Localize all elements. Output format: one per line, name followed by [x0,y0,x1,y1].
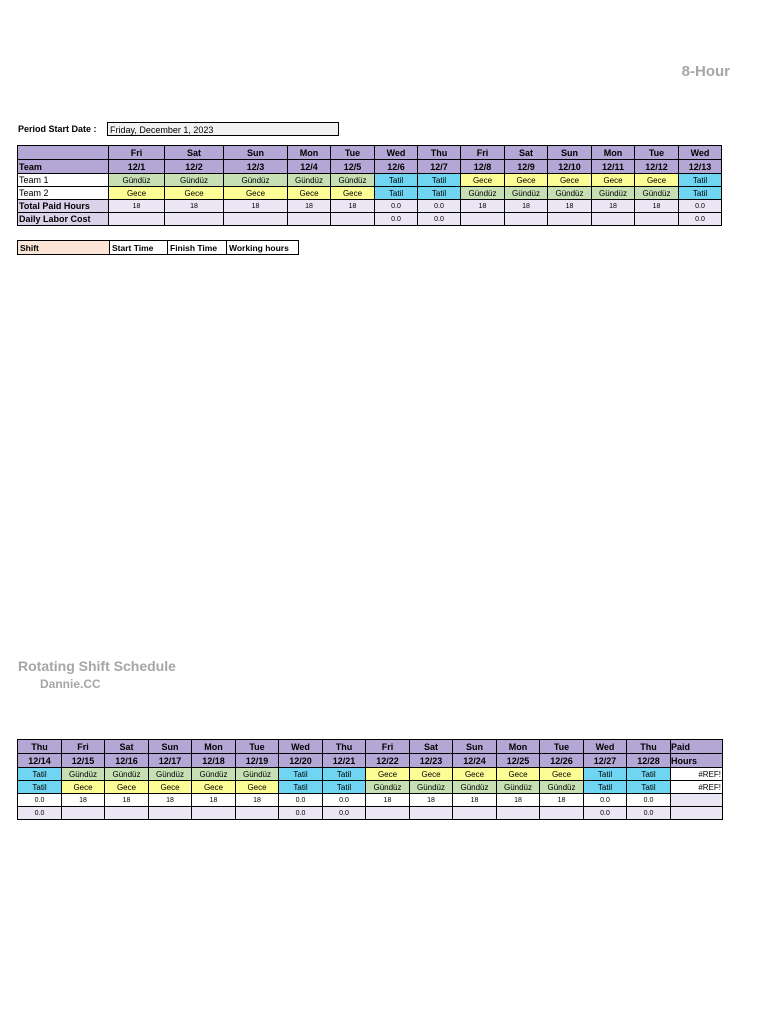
team-row [18,768,723,781]
labor-cost-cell[interactable] [635,213,679,226]
date-header[interactable]: 12/2 [165,160,224,174]
day-header[interactable]: Fri [109,146,165,160]
paid-hours-cell[interactable]: 18 [165,200,224,213]
shift-cell[interactable]: Gündüz [548,187,592,200]
date-header[interactable]: 12/6 [375,160,418,174]
date-header[interactable]: 12/13 [679,160,722,174]
day-header[interactable]: Wed [279,740,323,754]
paid-hours-cell[interactable]: 18 [192,794,236,807]
labor-cost-cell[interactable] [497,807,540,820]
shift-cell[interactable]: Gündüz [410,781,453,794]
day-header[interactable]: Wed [375,146,418,160]
date-header[interactable]: 12/22 [366,754,410,768]
date-header[interactable]: 12/11 [592,160,635,174]
labor-cost-cell[interactable] [505,213,548,226]
day-header[interactable]: Mon [592,146,635,160]
paid-hours-cell[interactable]: 18 [366,794,410,807]
paid-hours-cell[interactable]: #REF! [671,768,723,781]
paid-hours-cell[interactable]: 18 [224,200,288,213]
start-time-header[interactable]: Start Time [110,241,168,255]
paid-hours-cell[interactable]: 18 [497,794,540,807]
shift-cell[interactable]: Gündüz [224,174,288,187]
day-header[interactable]: Sat [410,740,453,754]
labor-cost-cell[interactable] [548,213,592,226]
shift-header[interactable]: Shift [18,241,110,255]
day-header[interactable]: Fri [62,740,105,754]
date-header[interactable]: 12/15 [62,754,105,768]
shift-cell[interactable]: Tatil [679,174,722,187]
date-header[interactable]: 12/18 [192,754,236,768]
shift-cell[interactable]: Gece [497,768,540,781]
date-header-row [18,160,722,174]
shift-cell[interactable]: Gece [165,187,224,200]
shift-cell[interactable]: Tatil [679,187,722,200]
shift-cell[interactable]: Gece [105,781,149,794]
working-hours-header[interactable]: Working hours [227,241,299,255]
shift-cell[interactable]: Gece [192,781,236,794]
day-header[interactable]: Tue [331,146,375,160]
paid-hours-cell[interactable]: 0.0 [18,794,62,807]
paid-hours-header[interactable]: Paid [671,740,723,754]
labor-cost-cell[interactable] [62,807,105,820]
day-header[interactable]: Mon [497,740,540,754]
date-header[interactable]: 12/5 [331,160,375,174]
day-header[interactable]: Mon [288,146,331,160]
shift-cell[interactable]: Tatil [627,768,671,781]
shift-cell[interactable]: Gece [288,187,331,200]
date-header[interactable]: 12/28 [627,754,671,768]
paid-hours-cell[interactable]: 18 [109,200,165,213]
shift-cell[interactable]: Gündüz [109,174,165,187]
team-header[interactable]: Team [18,160,109,174]
labor-cost-cell[interactable]: 0.0 [679,213,722,226]
date-header[interactable]: 12/8 [461,160,505,174]
labor-cost-cell[interactable] [331,213,375,226]
day-header[interactable]: Sun [224,146,288,160]
team-row [18,781,723,794]
total-paid-row [18,794,723,807]
shift-cell[interactable]: Tatil [18,768,62,781]
labor-cost-cell[interactable] [105,807,149,820]
date-header[interactable]: 12/16 [105,754,149,768]
shift-cell[interactable]: Gece [236,781,279,794]
paid-hours-cell[interactable]: 18 [105,794,149,807]
team-label[interactable]: Team 1 [18,174,109,187]
shift-cell[interactable]: Gündüz [149,768,192,781]
shift-cell[interactable]: Gündüz [62,768,105,781]
date-header[interactable]: 12/25 [497,754,540,768]
labor-cost-cell[interactable]: 0.0 [627,807,671,820]
paid-hours-cell[interactable]: 18 [236,794,279,807]
paid-hours-cell[interactable]: #REF! [671,781,723,794]
shift-cell[interactable]: Gündüz [461,187,505,200]
day-header[interactable]: Fri [461,146,505,160]
shift-cell[interactable]: Gündüz [236,768,279,781]
labor-cost-cell[interactable] [461,213,505,226]
paid-hours-cell[interactable]: 18 [149,794,192,807]
shift-cell[interactable]: Tatil [418,174,461,187]
day-header[interactable]: Sun [548,146,592,160]
sheet-title: 8-Hour [681,63,730,80]
shift-cell[interactable]: Gece [548,174,592,187]
labor-cost-cell[interactable]: 0.0 [584,807,627,820]
shift-cell[interactable]: Gece [505,174,548,187]
shift-cell[interactable]: Gündüz [366,781,410,794]
shift-table [17,240,299,255]
labor-cost-cell[interactable]: 0.0 [418,213,461,226]
date-header[interactable]: 12/23 [410,754,453,768]
labor-cost-label[interactable]: Daily Labor Cost [18,213,109,226]
rotating-subtitle: Dannie.CC [40,677,101,691]
shift-cell[interactable]: Gündüz [505,187,548,200]
paid-hours-cell[interactable]: 18 [592,200,635,213]
labor-cost-cell[interactable] [165,213,224,226]
paid-hours-cell[interactable]: 0.0 [627,794,671,807]
shift-cell[interactable]: Gece [109,187,165,200]
schedule-table-2 [17,739,723,820]
shift-cell[interactable]: Gündüz [331,174,375,187]
date-header[interactable]: 12/12 [635,160,679,174]
day-header[interactable]: Sat [505,146,548,160]
rotating-title: Rotating Shift Schedule [18,658,176,674]
day-header[interactable]: Fri [366,740,410,754]
day-header[interactable]: Tue [635,146,679,160]
date-header[interactable]: 12/9 [505,160,548,174]
labor-cost-cell[interactable] [192,807,236,820]
shift-cell[interactable]: Gündüz [453,781,497,794]
shift-cell[interactable]: Tatil [279,768,323,781]
labor-cost-cell[interactable] [410,807,453,820]
empty-cell[interactable] [671,807,723,820]
labor-cost-cell[interactable] [109,213,165,226]
date-header-row [18,754,723,768]
date-header[interactable]: 12/14 [18,754,62,768]
day-header[interactable]: Mon [192,740,236,754]
shift-cell[interactable]: Gece [540,768,584,781]
labor-cost-cell[interactable]: 0.0 [375,213,418,226]
labor-cost-cell[interactable]: 0.0 [279,807,323,820]
paid-hours-cell[interactable]: 18 [635,200,679,213]
labor-cost-cell[interactable] [453,807,497,820]
day-header[interactable]: Wed [679,146,722,160]
paid-hours-cell[interactable]: 18 [331,200,375,213]
shift-header-row [18,241,299,255]
shift-cell[interactable]: Gündüz [165,174,224,187]
shift-cell[interactable]: Gece [149,781,192,794]
date-header[interactable]: 12/24 [453,754,497,768]
date-header[interactable]: 12/26 [540,754,584,768]
empty-cell[interactable] [671,794,723,807]
day-header[interactable]: Sun [149,740,192,754]
paid-hours-cell[interactable]: 18 [62,794,105,807]
paid-hours-cell[interactable]: 18 [410,794,453,807]
period-start-label: Period Start Date : [18,124,97,134]
labor-cost-cell[interactable]: 0.0 [323,807,366,820]
shift-cell[interactable]: Gündüz [192,768,236,781]
labor-cost-row [18,213,722,226]
date-header[interactable]: 12/7 [418,160,461,174]
day-header[interactable]: Sat [165,146,224,160]
paid-hours-cell[interactable]: 18 [461,200,505,213]
paid-hours-cell[interactable]: 18 [453,794,497,807]
shift-cell[interactable]: Gece [366,768,410,781]
date-header[interactable]: 12/1 [109,160,165,174]
shift-cell[interactable]: Tatil [323,768,366,781]
day-header[interactable]: Thu [18,740,62,754]
labor-cost-cell[interactable] [236,807,279,820]
labor-cost-cell[interactable] [592,213,635,226]
shift-cell[interactable]: Gündüz [288,174,331,187]
shift-cell[interactable]: Gece [592,174,635,187]
paid-hours-header[interactable]: Hours [671,754,723,768]
date-header[interactable]: 12/3 [224,160,288,174]
labor-cost-cell[interactable] [540,807,584,820]
team-row [18,174,722,187]
labor-cost-cell[interactable] [288,213,331,226]
corner-cell[interactable] [18,146,109,160]
shift-cell[interactable]: Tatil [418,187,461,200]
shift-cell[interactable]: Gece [453,768,497,781]
shift-cell[interactable]: Gündüz [592,187,635,200]
paid-hours-cell[interactable]: 0.0 [584,794,627,807]
shift-cell[interactable]: Gece [410,768,453,781]
day-header[interactable]: Tue [540,740,584,754]
shift-cell[interactable]: Tatil [584,768,627,781]
date-header[interactable]: 12/27 [584,754,627,768]
paid-hours-cell[interactable]: 18 [505,200,548,213]
day-header[interactable]: Wed [584,740,627,754]
shift-cell[interactable]: Tatil [375,187,418,200]
finish-time-header[interactable]: Finish Time [168,241,227,255]
shift-cell[interactable]: Gündüz [105,768,149,781]
paid-hours-cell[interactable]: 0.0 [375,200,418,213]
labor-cost-cell[interactable] [224,213,288,226]
shift-cell[interactable]: Gece [331,187,375,200]
shift-cell[interactable]: Gündüz [540,781,584,794]
labor-cost-cell[interactable] [149,807,192,820]
paid-hours-cell[interactable]: 0.0 [679,200,722,213]
shift-cell[interactable]: Tatil [323,781,366,794]
date-header[interactable]: 12/20 [279,754,323,768]
day-header-row [18,740,723,754]
total-paid-row [18,200,722,213]
date-header[interactable]: 12/4 [288,160,331,174]
period-start-input[interactable]: Friday, December 1, 2023 [107,122,339,136]
date-header[interactable]: 12/21 [323,754,366,768]
day-header[interactable]: Thu [418,146,461,160]
shift-cell[interactable]: Gündüz [635,187,679,200]
paid-hours-cell[interactable]: 18 [540,794,584,807]
paid-hours-cell[interactable]: 0.0 [418,200,461,213]
day-header[interactable]: Sat [105,740,149,754]
date-header[interactable]: 12/17 [149,754,192,768]
day-header[interactable]: Thu [323,740,366,754]
shift-cell[interactable]: Gece [62,781,105,794]
paid-hours-cell[interactable]: 0.0 [279,794,323,807]
day-header[interactable]: Tue [236,740,279,754]
shift-cell[interactable]: Tatil [375,174,418,187]
shift-cell[interactable]: Tatil [18,781,62,794]
date-header[interactable]: 12/19 [236,754,279,768]
labor-cost-cell[interactable]: 0.0 [18,807,62,820]
team-label[interactable]: Team 2 [18,187,109,200]
labor-cost-row [18,807,723,820]
team-row [18,187,722,200]
shift-cell[interactable]: Gece [224,187,288,200]
total-paid-label[interactable]: Total Paid Hours [18,200,109,213]
paid-hours-cell[interactable]: 18 [288,200,331,213]
day-header[interactable]: Sun [453,740,497,754]
shift-cell[interactable]: Tatil [279,781,323,794]
schedule-table-1 [17,145,722,226]
day-header-row [18,146,722,160]
shift-cell[interactable]: Tatil [627,781,671,794]
shift-cell[interactable]: Tatil [584,781,627,794]
day-header[interactable]: Thu [627,740,671,754]
shift-cell[interactable]: Gündüz [497,781,540,794]
shift-cell[interactable]: Gece [461,174,505,187]
shift-cell[interactable]: Gece [635,174,679,187]
date-header[interactable]: 12/10 [548,160,592,174]
labor-cost-cell[interactable] [366,807,410,820]
paid-hours-cell[interactable]: 0.0 [323,794,366,807]
paid-hours-cell[interactable]: 18 [548,200,592,213]
